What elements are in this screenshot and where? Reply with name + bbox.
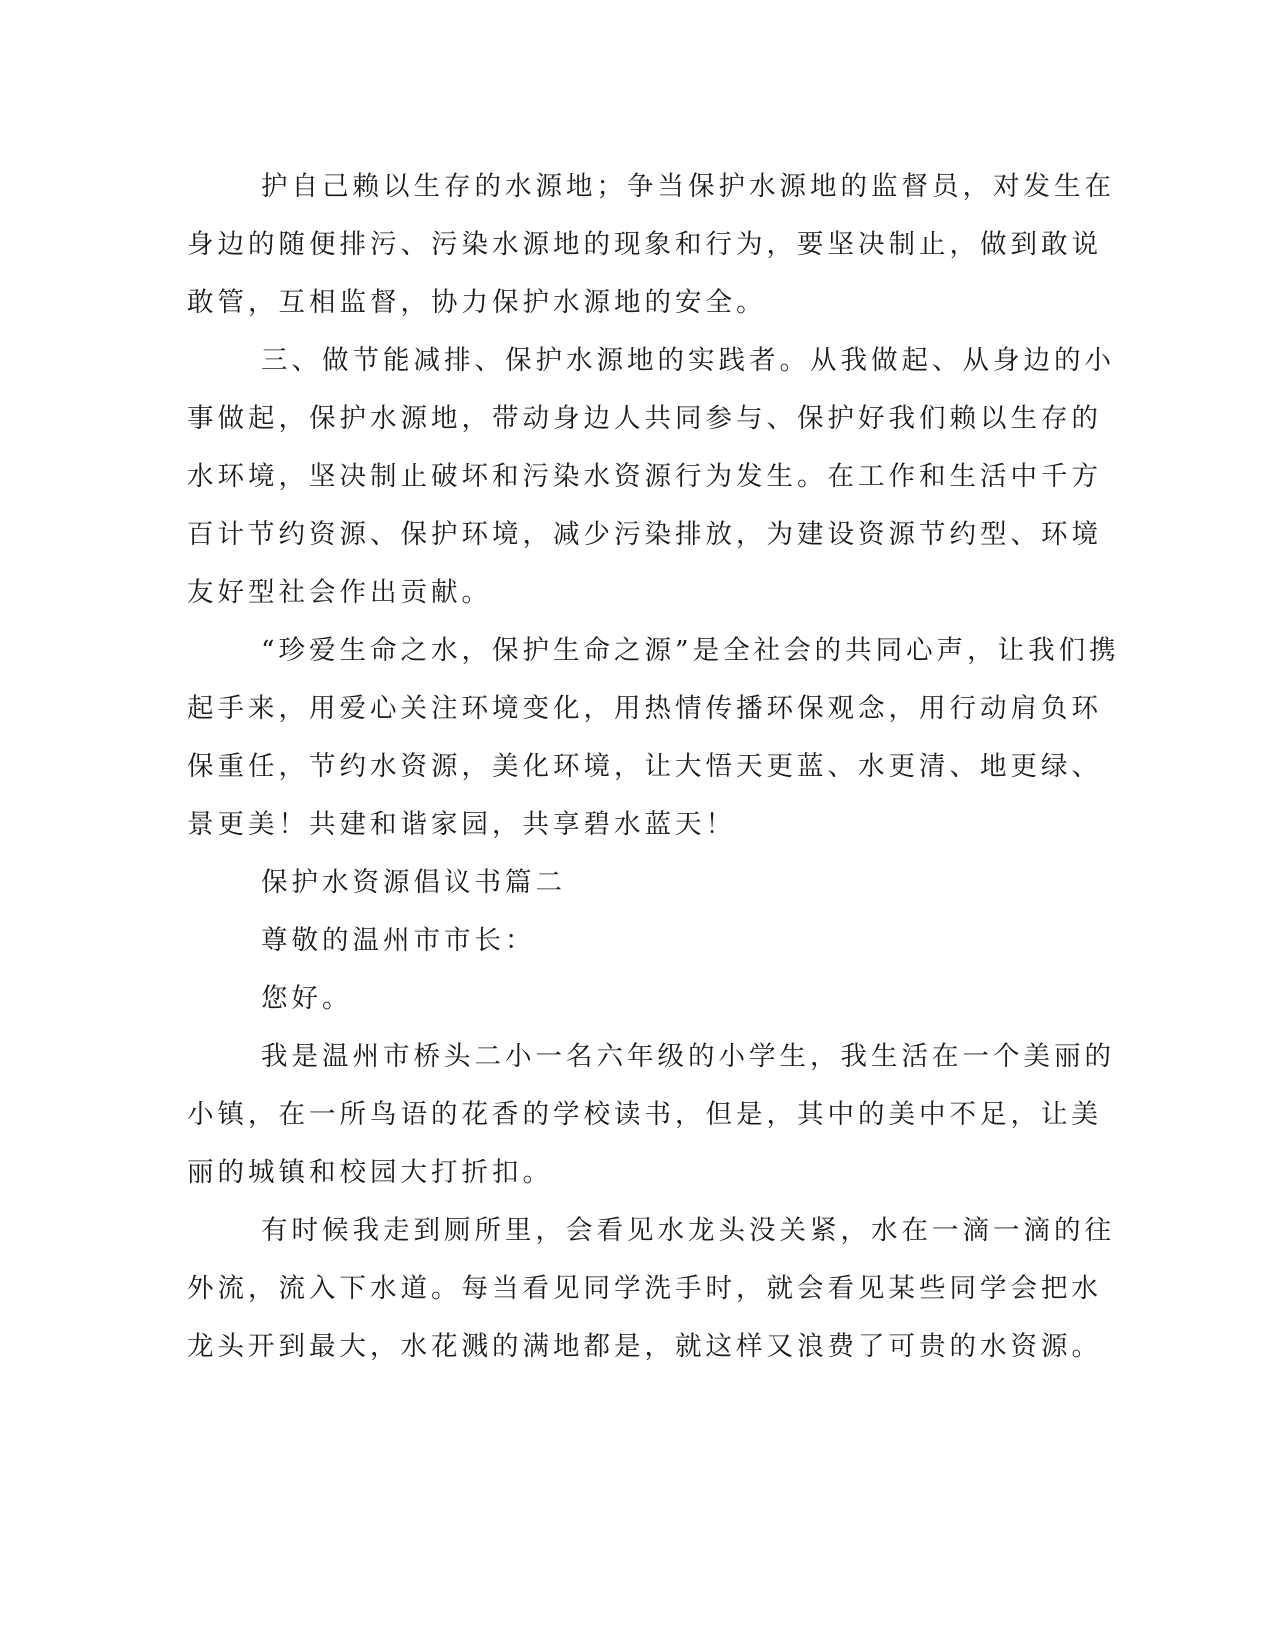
document-body: [187, 158, 1120, 1376]
text-line: 保重任，节约水资源，美化环境，让大悟天更蓝、水更清、地更绿、: [187, 751, 1102, 782]
text-line: 保护水资源倡议书篇二: [261, 867, 566, 898]
text-line: 尊敬的温州市市长：: [261, 925, 536, 956]
salutation: [187, 912, 1087, 970]
text-line: 龙头开到最大，水花溅的满地都是，就这样又浪费了可贵的水资源。: [187, 1331, 1102, 1362]
text-line: 事做起，保护水源地，带动身边人共同参与、保护好我们赖以生存的: [187, 403, 1102, 434]
paragraph-7: [187, 1028, 1115, 1202]
text-line: “珍爱生命之水，保护生命之源”是全社会的共同心声，让我们携: [261, 635, 1120, 666]
text-line: 水环境，坚决制止破坏和污染水资源行为发生。在工作和生活中千方: [187, 461, 1102, 492]
text-line: 景更美！共建和谐家园，共享碧水蓝天！: [187, 809, 736, 840]
paragraph-3: [187, 622, 1120, 854]
text-line: 身边的随便排污、污染水源地的现象和行为，要坚决制止，做到敢说: [187, 229, 1102, 260]
text-line: 有时候我走到厕所里，会看见水龙头没关紧，水在一滴一滴的往: [261, 1215, 1115, 1246]
greeting: [187, 970, 1087, 1028]
text-line: 小镇，在一所鸟语的花香的学校读书，但是，其中的美中不足，让美: [187, 1099, 1102, 1130]
paragraph-8: [187, 1202, 1115, 1376]
text-line: 三、做节能减排、保护水源地的实践者。从我做起、从身边的小: [261, 345, 1115, 376]
text-line: 友好型社会作出贡献。: [187, 577, 492, 608]
text-line: 丽的城镇和校园大打折扣。: [187, 1157, 553, 1188]
text-line: 敢管，互相监督，协力保护水源地的安全。: [187, 287, 767, 318]
text-line: 外流，流入下水道。每当看见同学洗手时，就会看见某些同学会把水: [187, 1273, 1102, 1304]
text-line: 我是温州市桥头二小一名六年级的小学生，我生活在一个美丽的: [261, 1041, 1115, 1072]
paragraph-2: [187, 332, 1115, 622]
paragraph-1: [187, 158, 1115, 332]
text-line: 您好。: [261, 983, 353, 1014]
text-line: 百计节约资源、保护环境，减少污染排放，为建设资源节约型、环境: [187, 519, 1102, 550]
text-line: 护自己赖以生存的水源地；争当保护水源地的监督员，对发生在: [261, 171, 1115, 202]
section-heading: [187, 854, 1087, 912]
text-line: 起手来，用爱心关注环境变化，用热情传播环保观念，用行动肩负环: [187, 693, 1102, 724]
